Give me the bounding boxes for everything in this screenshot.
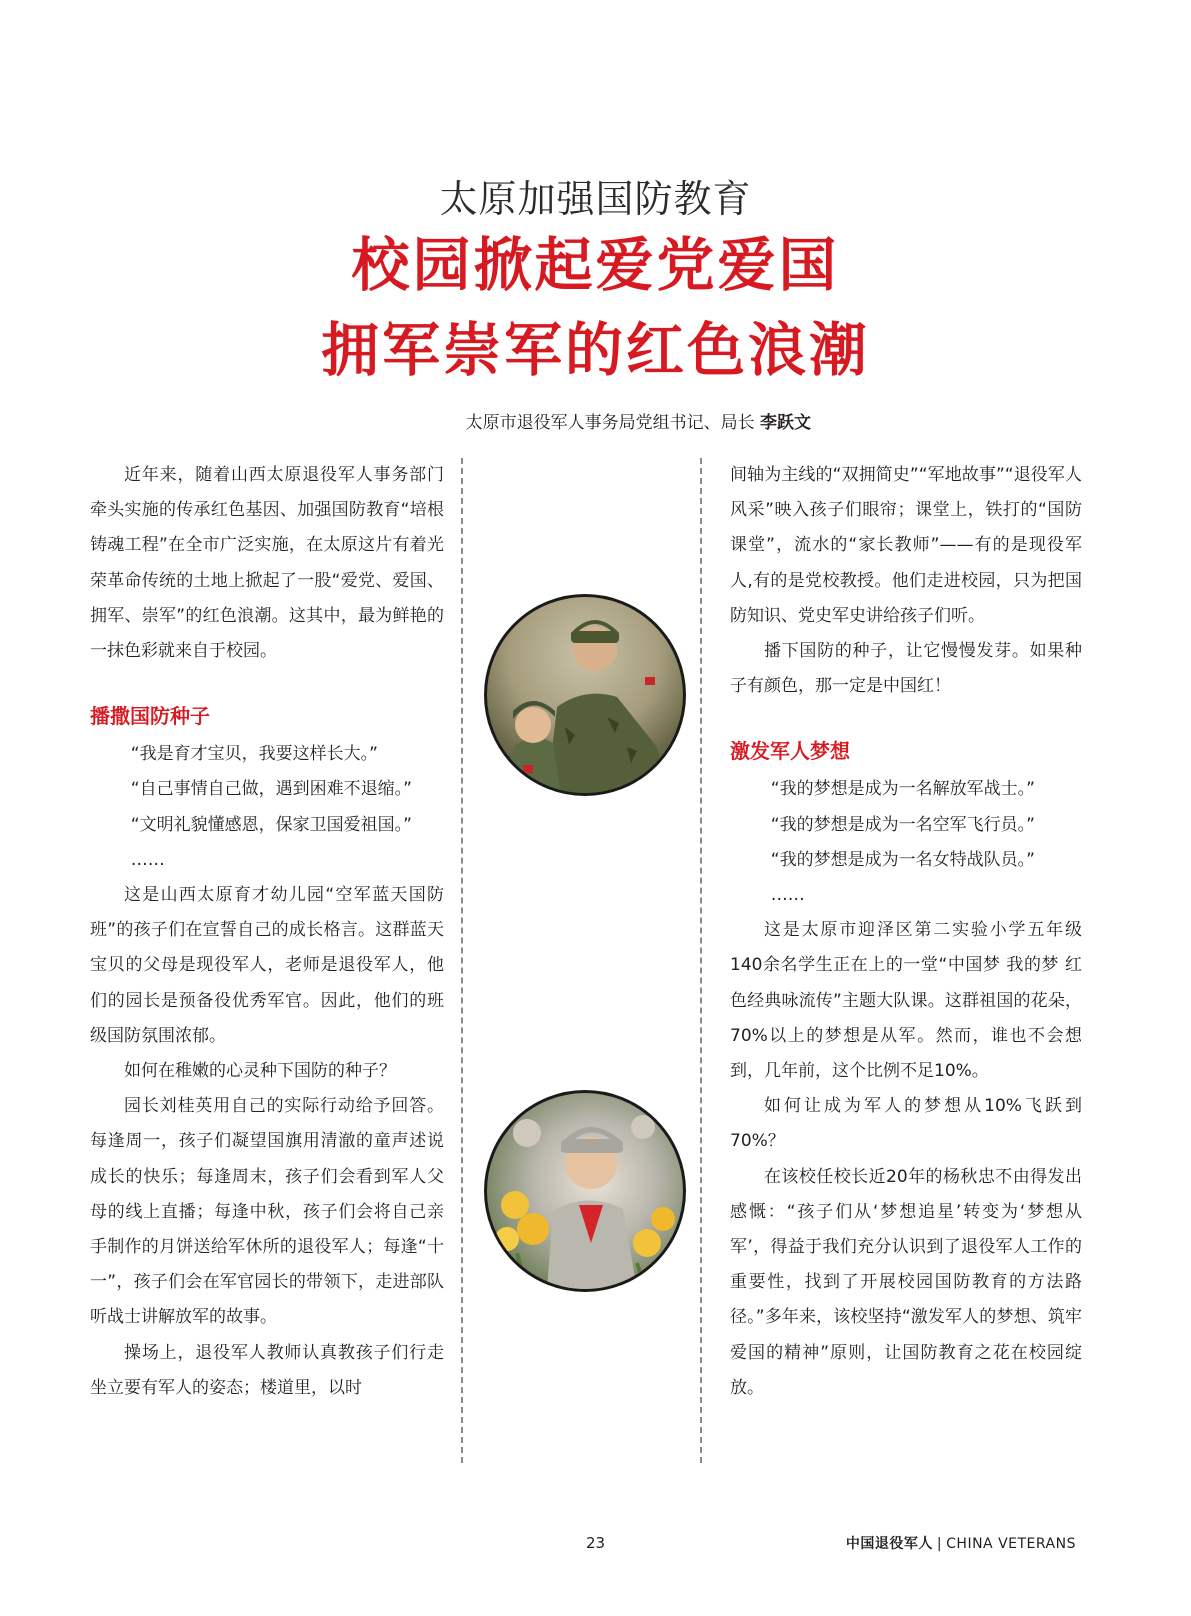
magazine-name-en: CHINA VETERANS <box>946 1536 1076 1552</box>
magazine-footer <box>846 1533 1076 1553</box>
paragraph: 这是太原市迎泽区第二实验小学五年级140余名学生正在上的一堂“中国梦 我的梦 红色经典咏流传”主题大队课。这群祖国的花朵，70%以上的梦想是从军。然而，谁也不会想到，几年前，这个比例不足10%。 <box>730 920 1082 1082</box>
author-role: 太原市退役军人事务局党组书记、局长 <box>465 413 755 433</box>
left-column <box>90 458 444 1406</box>
paragraph: 如何让成为军人的梦想从10%飞跃到70%？ <box>730 1096 1082 1152</box>
quote-line: “我的梦想是成为一名解放军战士。” <box>770 779 1035 800</box>
paragraph: 操场上，退役军人教师认真教孩子们行走坐立要有军人的姿态；楼道里，以时 <box>90 1342 444 1398</box>
article-title-line1: 校园掀起爱党爱国 <box>351 231 840 299</box>
quote-line: “文明礼貌懂感恩，保家卫国爱祖国。” <box>130 814 412 835</box>
paragraph: 这是山西太原育才幼儿园“空军蓝天国防班”的孩子们在宣誓自己的成长格言。这群蓝天宝贝的父母是现役军人，老师是退役军人，他们的园长是预备役优秀军官。因此，他们的班级国防氛围浓郁。 <box>90 885 444 1046</box>
page-number: 23 <box>585 1534 606 1552</box>
section-heading: 激发军人梦想 <box>730 739 850 764</box>
ellipsis: …… <box>130 849 165 870</box>
author-name: 李跃文 <box>760 413 811 433</box>
student-with-flowers-photo <box>484 1090 686 1292</box>
paragraph: 播下国防的种子，让它慢慢发芽。如果种子有颜色，那一定是中国红！ <box>730 641 1082 697</box>
column-divider <box>461 458 463 1463</box>
article-title-line2: 拥军崇军的红色浪潮 <box>320 316 870 384</box>
quote-line: “我是育才宝贝，我要这样长大。” <box>130 744 378 765</box>
ellipsis: …… <box>770 885 805 906</box>
soldier-with-child-photo <box>484 594 686 796</box>
paragraph: 园长刘桂英用自己的实际行动给予回答。每逢周一，孩子们凝望国旗用清澈的童声述说成长的快乐；每逢周末，孩子们会看到军人父母的线上直播；每逢中秋，孩子们会将自己亲手制作的月饼送给军休所的退役军人；每逢“十一”，孩子们会在军官园长的带领下，走进部队听战士讲解放军的故事。 <box>90 1096 444 1328</box>
right-column <box>730 458 1082 1406</box>
paragraph: 如何在稚嫩的心灵种下国防的种子？ <box>124 1061 396 1082</box>
column-divider <box>700 458 702 1463</box>
article-subtitle: 太原加强国防教育 <box>439 177 752 221</box>
paragraph: 在该校任校长近20年的杨秋忠不由得发出感慨：“孩子们从‘梦想追星’转变为‘梦想从军’，得益于我们充分认识到了退役军人工作的重要性，找到了开展校园国防教育的方法路径。”多年来，该校坚持“激发军人的梦想、筑牢爱国的精神”原则，让国防教育之花在校园绽放。 <box>730 1166 1082 1398</box>
footer-separator: | <box>936 1536 943 1552</box>
quote-line: “自己事情自己做，遇到困难不退缩。” <box>130 779 412 800</box>
magazine-name-cn: 中国退役军人 <box>845 1536 933 1552</box>
quote-line: “我的梦想是成为一名空军飞行员。” <box>770 814 1035 835</box>
author-byline <box>466 408 811 433</box>
quote-line: “我的梦想是成为一名女特战队员。” <box>770 849 1035 870</box>
paragraph: 近年来，随着山西太原退役军人事务部门牵头实施的传承红色基因、加强国防教育“培根铸魂工程”在全市广泛实施，在太原这片有着光荣革命传统的土地上掀起了一股“爱党、爱国、拥军、崇军”的红色浪潮。这其中，最为鲜艳的一抹色彩就来自于校园。 <box>90 465 444 662</box>
section-heading: 播撒国防种子 <box>90 704 210 729</box>
paragraph: 间轴为主线的“双拥简史”“军地故事”“退役军人风采”映入孩子们眼帘；课堂上，铁打的“国防课堂”，流水的“家长教师”——有的是现役军人,有的是党校教授。他们走进校园，只为把国防知识、党史军史讲给孩子们听。 <box>730 465 1082 626</box>
